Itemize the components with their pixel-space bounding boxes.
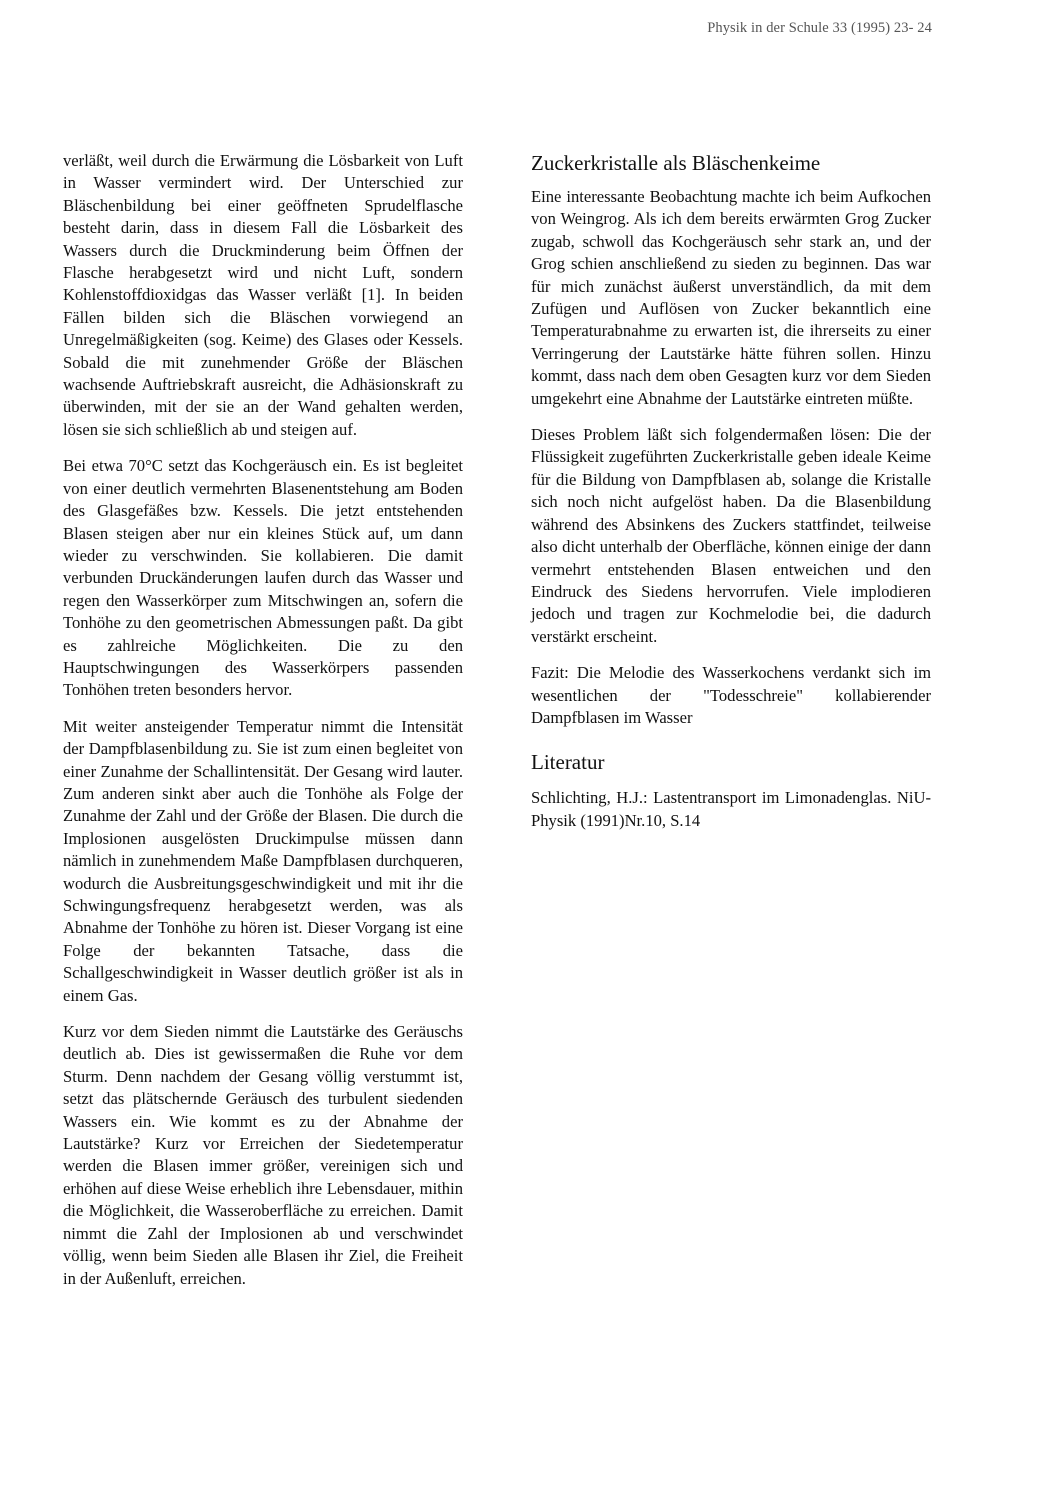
left-column: [63, 150, 463, 1304]
right-column: [531, 150, 931, 832]
body-paragraph: Bei etwa 70°C setzt das Kochgeräusch ein. Es ist begleitet von einer deutlich vermehrten Blasenentstehung am Boden des Glasgefäßes bzw. Kessels. Die jetzt entstehenden Blasen steigen aber nur ein kleines Stück auf, um dann wieder zu verschwinden. Sie kollabieren. Die damit verbunden Druckänderungen laufen durch das Wasser und regen den Wasserkörper zum Mitschwingen an, sofern die Tonhöhe zu den geometrischen Abmessungen paßt. Da gibt es zahlreiche Möglichkeiten. Die zu den Hauptschwingungen des Wasserkörpers passenden Tonhöhen treten besonders hervor.: [63, 456, 463, 700]
running-header: Physik in der Schule 33 (1995) 23- 24: [707, 20, 932, 36]
conclusion-paragraph: Fazit: Die Melodie des Wasserkochens verdankt sich im wesentlichen der "Todesschreie" kollabierender Dampfblasen im Wasser: [531, 663, 931, 727]
literature-heading: Literatur: [531, 750, 605, 775]
section-heading: Zuckerkristalle als Bläschenkeime: [531, 151, 821, 175]
body-paragraph: Kurz vor dem Sieden nimmt die Lautstärke des Geräuschs deutlich ab. Dies ist gewissermaßen die Ruhe vor dem Sturm. Denn nachdem der Gesang völlig verstummt ist, setzt das plätschernde Geräusch des turbulent siedenden Wassers ein. Wie kommt es zu der Abnahme der Lautstärke? Kurz vor Erreichen der Siedetemperatur werden die Blasen immer größer, vereinigen sich und erhöhen auf diese Weise erheblich ihre Lebensdauer, mithin die Möglichkeit, die Wasseroberfläche zu erreichen. Damit nimmt die Zahl der Implosionen ab und verschwindet völlig, wenn beim Sieden alle Blasen ihr Ziel, die Freiheit in der Außenluft, erreichen.: [63, 1022, 463, 1288]
body-paragraph: verläßt, weil durch die Erwärmung die Lösbarkeit von Luft in Wasser vermindert wird. Der Unterschied zur Bläschenbildung bei einer geöffneten Sprudelflasche besteht darin, dass in diesem Fall die Lösbarkeit des Wassers durch die Druckminderung beim Öffnen der Flasche herabgesetzt wird und nicht Luft, sondern Kohlenstoffdioxidgas das Wasser verläßt [1]. In beiden Fällen bilden sich die Bläschen vorwiegend an Unregelmäßigkeiten (sog. Keime) des Glases oder Kessels. Sobald die mit zunehmender Größe der Bläschen wachsende Auftriebskraft ausreicht, die Adhäsionskraft zu überwinden, mit der sie an der Wand gehalten werden, lösen sie sich schließlich ab und steigen auf.: [63, 151, 463, 439]
reference-entry: Schlichting, H.J.: Lastentransport im Limonadenglas. NiU- Physik (1991)Nr.10, S.14: [531, 788, 931, 830]
body-paragraph: Mit weiter ansteigender Temperatur nimmt die Intensität der Dampfblasenbildung zu. Sie ist zum einen begleitet von einer Zunahme der Schallintensität. Der Gesang wird lauter. Zum anderen sinkt aber auch die Tonhöhe als Folge der Zunahme der Zahl und der Größe der Blasen. Die durch die Implosionen ausgelösten Druckimpulse müssen dann nämlich in zunehmendem Maße Dampfblasen durchqueren, wodurch die Ausbreitungsgeschwindigkeit und mit ihr die Schwingungsfrequenz herabgesetzt werden, was als Abnahme der Tonhöhe zu hören ist. Dieser Vorgang ist eine Folge der bekannten Tatsache, dass die Schallgeschwindigkeit in Wasser deutlich größer ist als in einem Gas.: [63, 716, 463, 1005]
body-paragraph: Eine interessante Beobachtung machte ich beim Aufkochen von Weingrog. Als ich dem bereits erwärmten Grog Zucker zugab, schwoll das Kochgeräusch sehr stark an, und der Grog schien anschließend zu sieden zu beginnen. Das war für mich zunächst äußerst unverständlich, da mit dem Zufügen und Auflösen von Zucker bekanntlich eine Temperaturabnahme zu erwarten ist, die ihrerseits zu einer Verringerung der Lautstärke hätte führen sollen. Hinzu kommt, dass nach dem oben Gesagten kurz vor dem Sieden umgekehrt eine Abnahme der Lautstärke eintreten müßte.: [531, 187, 931, 408]
body-paragraph: Dieses Problem läßt sich folgendermaßen lösen: Die der Flüssigkeit zugeführten Zuckerkristalle geben ideale Keime für die Bildung von Dampfblasen ab, solange die Kristalle sich noch nicht aufgelöst haben. Da die Blasenbildung während des Absinkens des Zuckers stattfindet, teilweise also dicht unterhalb der Oberfläche, können einige der dann vermehrt entstehenden Blasen entweichen und den Eindruck des Siedens hervorrufen. Viele implodieren jedoch und tragen zur Kochmelodie bei, die dadurch verstärkt erscheint.: [531, 425, 931, 646]
